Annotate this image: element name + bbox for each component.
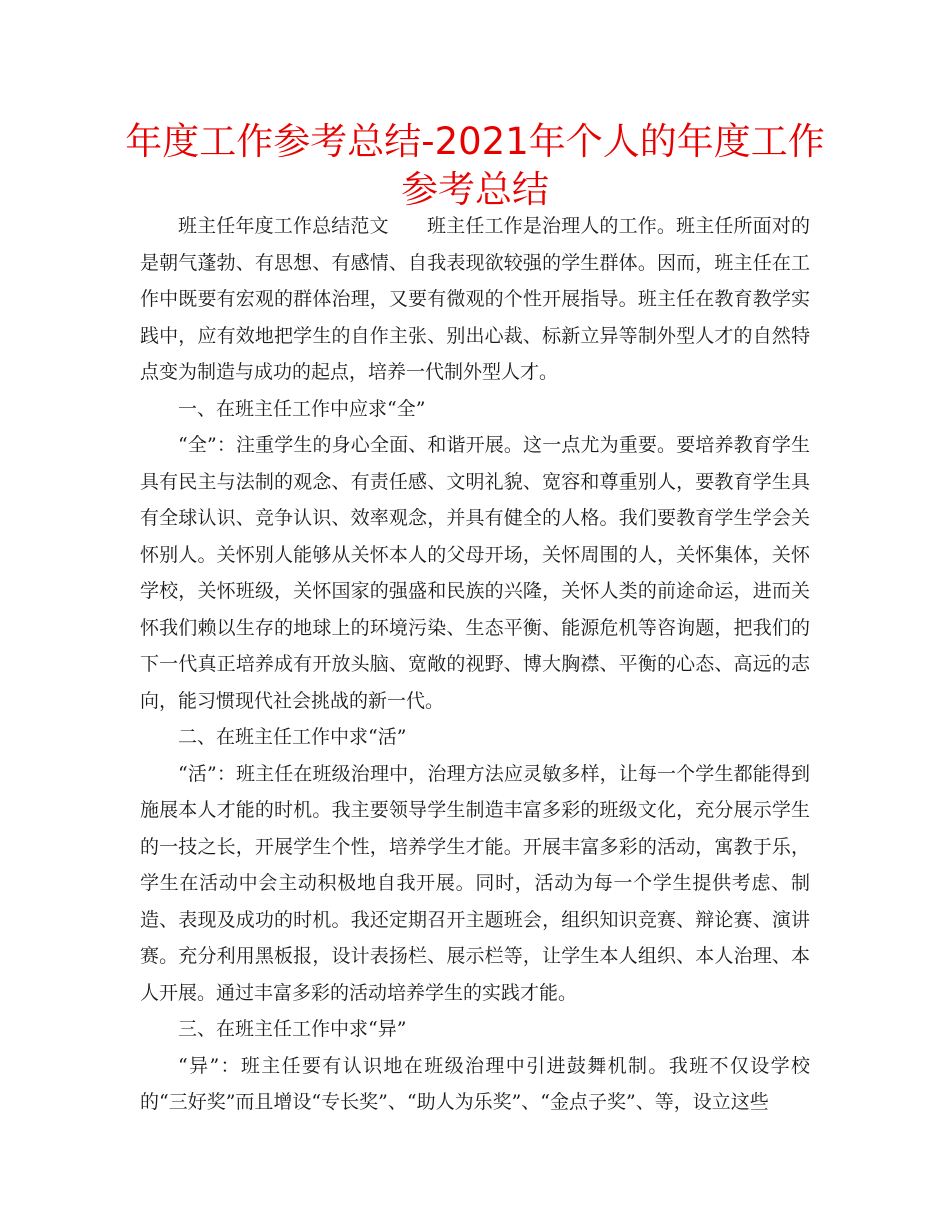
section-paragraph-3: “异”：班主任要有认识地在班级治理中引进鼓舞机制。我班不仅设学校的“三好奖”而且增设“专长奖”、“助人为乐奖”、“金点子奖”、等，设立这些 xyxy=(140,1054,810,1113)
document-title: 年度工作参考总结-2021年个人的年度工作参考总结 xyxy=(125,120,825,211)
section-heading-1: 一、在班主任工作中应求“全” xyxy=(178,397,426,420)
document-body xyxy=(140,208,810,1121)
section-heading-2: 二、在班主任工作中求“活” xyxy=(178,726,407,748)
intro-paragraph: 班主任年度工作总结范文 班主任工作是治理人的工作。班主任所面对的是朝气蓬勃、有思想、有感情、自我表现欲较强的学生群体。因而，班主任在工作中既要有宏观的群体治理，又要有微观的个性开展指导。班主任在教育教学实践中，应有效地把学生的自作主张、别出心裁、标新立异等制外型人才的自然特点变为制造与成功的起点，培养一代制外型人才。 xyxy=(140,215,810,383)
section-paragraph-2: “活”：班主任在班级治理中，治理方法应灵敏多样，让每一个学生都能得到施展本人才能的时机。我主要领导学生制造丰富多彩的班级文化，充分展示学生的一技之长，开展学生个性，培养学生才能。开展丰富多彩的活动，寓教于乐，学生在活动中会主动积极地自我开展。同时，活动为每一个学生提供考虑、制造、表现及成功的时机。我还定期召开主题班会，组织知识竞赛、辩论赛、演讲赛。充分利用黑板报，设计表扬栏、展示栏等，让学生本人组织、本人治理、本人开展。通过丰富多彩的活动培养学生的实践才能。 xyxy=(140,762,810,1004)
section-heading-3: 三、在班主任工作中求“异” xyxy=(178,1018,407,1040)
section-paragraph-1: “全”：注重学生的身心全面、和谐开展。这一点尤为重要。要培养教育学生具有民主与法制的观念、有责任感、文明礼貌、宽容和尊重别人，要教育学生具有全球认识、竞争认识、效率观念，并具有健全的人格。我们要教育学生学会关怀别人。关怀别人能够从关怀本人的父母开场，关怀周围的人，关怀集体，关怀学校，关怀班级，关怀国家的强盛和民族的兴隆，关怀人类的前途命运，进而关怀我们赖以生存的地球上的环境污染、生态平衡、能源危机等咨询题，把我们的下一代真正培养成有开放头脑、宽敞的视野、博大胸襟、平衡的心态、高远的志向，能习惯现代社会挑战的新一代。 xyxy=(140,434,810,712)
